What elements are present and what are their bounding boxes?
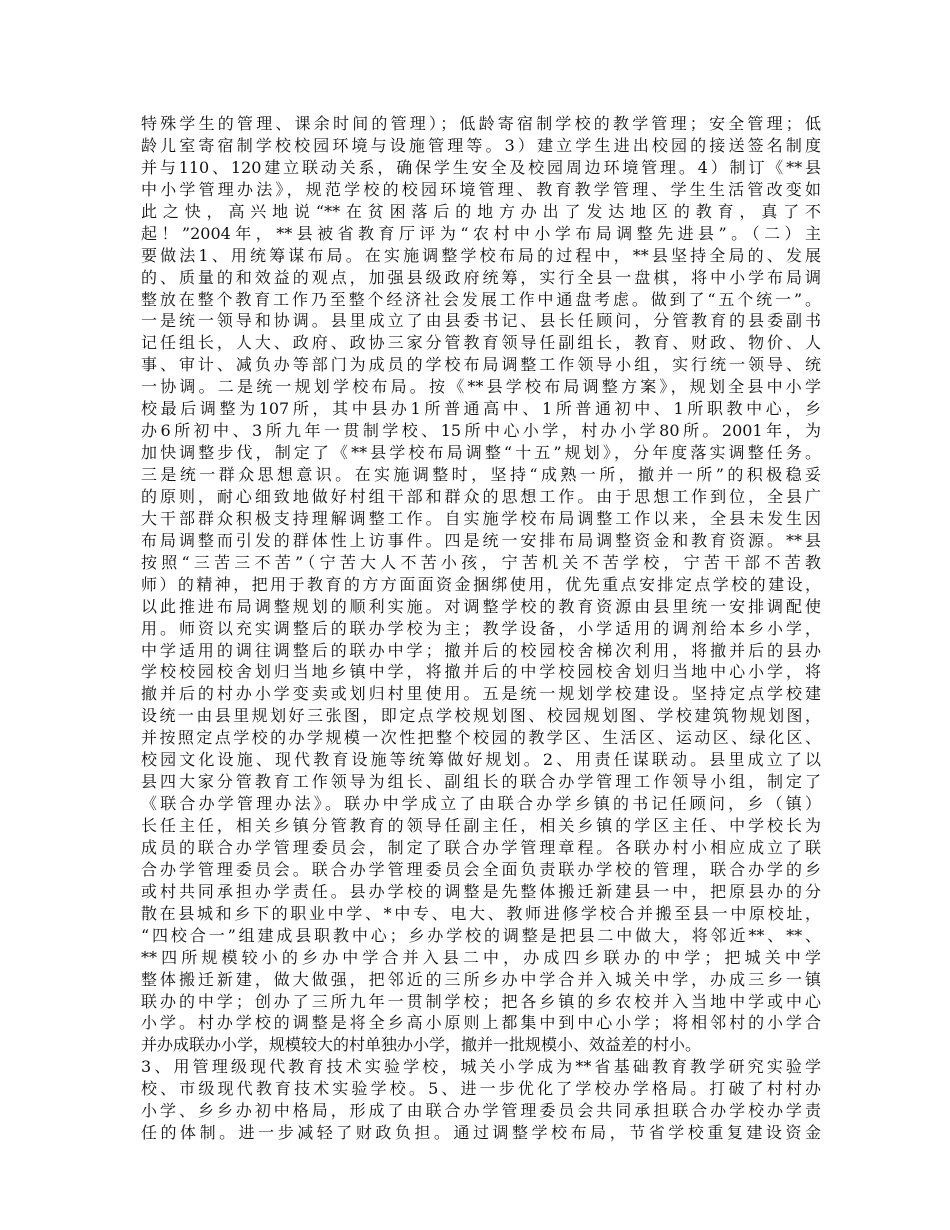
text-line: 校园文化设施、现代教育设施等统筹做好规划。2、用责任谋联动。县里成立了以 bbox=[141, 750, 821, 770]
text-line: 整放在整个教育工作乃至整个经济社会发展工作中通盘考虑。做到了“五个统一”。 bbox=[141, 289, 821, 309]
text-line: 并与110、120建立联动关系，确保学生安全及校园周边环境管理。4）制订《**县 bbox=[141, 157, 821, 177]
text-line: 的原则，耐心细致地做好村组干部和群众的思想工作。由于思想工作到位，全县广 bbox=[141, 486, 821, 506]
text-line: 《联合办学管理办法》。联办中学成立了由联合办学乡镇的书记任顾问，乡（镇） bbox=[141, 794, 821, 814]
text-line: 师）的精神，把用于教育的方方面面资金捆绑使用，优先重点安排定点学校的建设， bbox=[141, 574, 821, 594]
text-line: 起！”2004年，**县被省教育厅评为“农村中小学布局调整先进县”。（二）主 bbox=[141, 223, 821, 243]
text-line: 一是统一领导和协调。县里成立了由县委书记、县长任顾问，分管教育的县委副书 bbox=[141, 311, 821, 331]
text-line: 联办的中学；创办了三所九年一贯制学校；把各乡镇的乡农校并入当地中学或中心 bbox=[141, 991, 821, 1011]
text-line: 并办成联办小学，规模较大的村单独办小学，撤并一批规模小、效益差的村小。 bbox=[141, 1035, 702, 1055]
text-line: 长任主任，相关乡镇分管教育的领导任副主任，相关乡镇的学区主任、中学校长为 bbox=[141, 816, 821, 835]
text-line: **四所规模较小的乡办中学合并入县二中，办成四乡联办的中学；把城关中学 bbox=[141, 947, 821, 967]
text-line: 或村共同承担办学责任。县办学校的调整是先整体搬迁新建县一中，把原县办的分 bbox=[141, 881, 821, 901]
text-line: 记任组长，人大、政府、政协三家分管教育领导任副组长，教育、财政、物价、人 bbox=[141, 333, 821, 353]
text-line: 布局调整而引发的群体性上访事件。四是统一安排布局调整资金和教育资源。**县 bbox=[141, 530, 821, 550]
text-line: 整体搬迁新建，做大做强，把邻近的三所乡办中学合并入城关中学，办成三乡一镇 bbox=[141, 969, 821, 989]
text-line: 设统一由县里规划好三张图，即定点学校规划图、校园规划图、学校建筑物规划图， bbox=[141, 706, 821, 726]
text-line: 散在县城和乡下的职业中学、*中专、电大、教师进修学校合并搬至县一中原校址， bbox=[141, 903, 821, 923]
text-line: 县四大家分管教育工作领导为组长、副组长的联合办学管理工作领导小组，制定了 bbox=[141, 772, 821, 792]
text-line: 以此推进布局调整规划的顺利实施。对调整学校的教育资源由县里统一安排调配使 bbox=[141, 596, 821, 616]
text-line: 校、市级现代教育技术实验学校。5、进一步优化了学校办学格局。打破了村村办 bbox=[141, 1079, 821, 1099]
text-line: 加快调整步伐，制定了《**县学校布局调整“十五”规划》，分年度落实调整任务。 bbox=[141, 443, 821, 463]
document-body bbox=[141, 113, 821, 1144]
text-line: 并按照定点学校的办学规模一次性把整个校园的教学区、生活区、运动区、绿化区、 bbox=[141, 728, 821, 748]
text-line: 的、质量的和效益的观点，加强县级政府统筹，实行全县一盘棋，将中小学布局调 bbox=[141, 267, 821, 287]
text-line: 小学。村办学校的调整是将全乡高小原则上都集中到中心小学；将相邻村的小学合 bbox=[141, 1013, 821, 1033]
text-line: 中小学管理办法》，规范学校的校园环境管理、教育教学管理、学生生活管改变如 bbox=[141, 179, 821, 199]
text-line: 事、审计、减负办等部门为成员的学校布局调整工作领导小组，实行统一领导、统 bbox=[141, 355, 821, 375]
text-line: 合办学管理委员会。联合办学管理委员会全面负责联办学校的管理，联合办学的乡 bbox=[141, 859, 821, 879]
text-line: 中学适用的调往调整后的联办中学；撤并后的校园校舍梯次利用，将撤并后的县办 bbox=[141, 640, 821, 660]
text-line: 3、用管理级现代教育技术实验学校，城关小学成为**省基础教育教学研究实验学 bbox=[141, 1057, 821, 1077]
text-line: 一协调。二是统一规划学校布局。按《**县学校布局调整方案》，规划全县中小学 bbox=[141, 377, 821, 397]
text-line: 成员的联合办学管理委员会，制定了联合办学管理章程。各联办村小相应成立了联 bbox=[141, 837, 821, 857]
text-line: 撤并后的村办小学变卖或划归村里使用。五是统一规划学校建设。坚持定点学校建 bbox=[141, 684, 821, 704]
text-line: 学校校园校舍划归当地乡镇中学，将撤并后的中学校园校舍划归当地中心小学，将 bbox=[141, 662, 821, 682]
text-line: 此之快，高兴地说“**在贫困落后的地方办出了发达地区的教育，真了不 bbox=[141, 201, 821, 221]
text-line: 任的体制。进一步减轻了财政负担。通过调整学校布局，节省学校重复建设资金 bbox=[141, 1123, 821, 1143]
text-line: 大干部群众积极支持理解调整工作。自实施学校布局调整工作以来，全县未发生因 bbox=[141, 508, 821, 528]
text-line: 用。师资以充实调整后的联办学校为主；教学设备，小学适用的调剂给本乡小学， bbox=[141, 618, 821, 638]
text-line: 办6所初中、3所九年一贯制学校、15所中心小学，村办小学80所。2001年，为 bbox=[141, 421, 821, 441]
text-line: 按照“三苦三不苦”（宁苦大人不苦小孩，宁苦机关不苦学校，宁苦干部不苦教 bbox=[141, 552, 821, 572]
text-line: 小学、乡乡办初中格局，形成了由联合办学管理委员会共同承担联合办学校办学责 bbox=[141, 1101, 821, 1121]
text-line: “四校合一”组建成县职教中心；乡办学校的调整是把县二中做大，将邻近**、**、 bbox=[141, 925, 821, 945]
text-line: 校最后调整为107所，其中县办1所普通高中、1所普通初中、1所职教中心，乡 bbox=[141, 399, 821, 419]
text-line: 三是统一群众思想意识。在实施调整时，坚持“成熟一所，撤并一所”的积极稳妥 bbox=[141, 465, 821, 484]
text-line: 要做法1、用统筹谋布局。在实施调整学校布局的过程中，**县坚持全局的、发展 bbox=[141, 245, 821, 265]
text-line: 特殊学生的管理、课余时间的管理）；低龄寄宿制学校的教学管理；安全管理；低 bbox=[141, 114, 821, 133]
text-line: 龄儿室寄宿制学校校园环境与设施管理等。3）建立学生进出校园的接送签名制度 bbox=[141, 135, 821, 155]
